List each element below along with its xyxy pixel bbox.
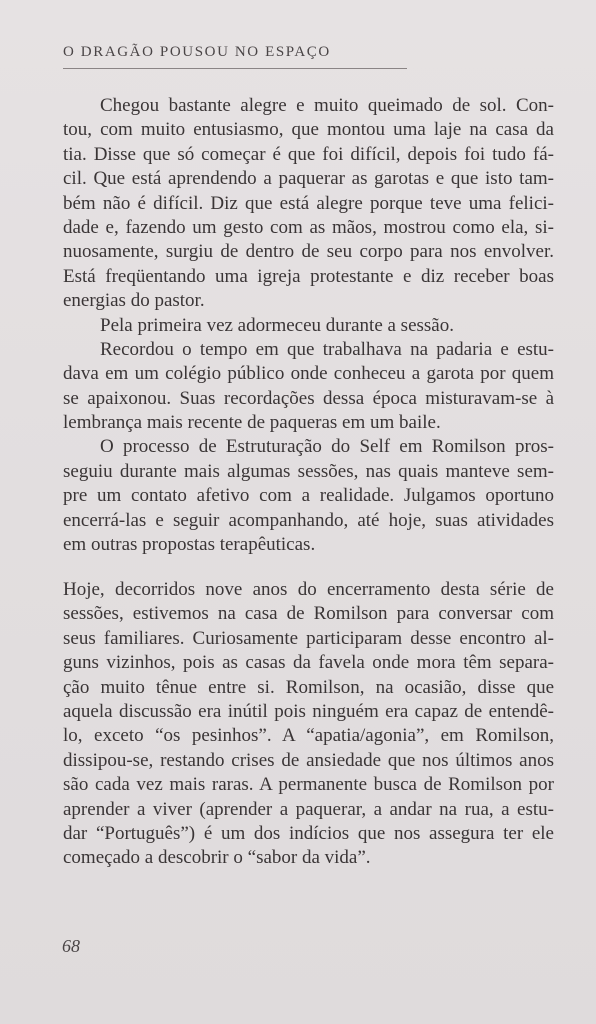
text-line: guns vizinhos, pois as casas da favela onde mora têm separa- bbox=[63, 652, 554, 674]
text-line: lembrança mais recente de paqueras em um baile. bbox=[63, 412, 441, 434]
text-line: seus familiares. Curiosamente participaram desse encontro al- bbox=[63, 627, 554, 649]
running-head-title: O DRAGÃO POUSOU NO ESPAÇO bbox=[63, 44, 331, 60]
text-line: O processo de Estruturação do Self em Romilson pros- bbox=[100, 436, 554, 458]
text-line: sessões, estivemos na casa de Romilson para conversar com bbox=[63, 603, 554, 625]
text-line: Pela primeira vez adormeceu durante a sessão. bbox=[100, 314, 454, 336]
text-line: Hoje, decorridos nove anos do encerramento desta série de bbox=[63, 579, 554, 600]
page-number: 68 bbox=[62, 936, 80, 956]
text-line: tia. Disse que só começar é que foi difícil, depois foi tudo fá- bbox=[63, 143, 554, 165]
text-line: dar “Português”) é um dos indícios que nos assegura ter ele bbox=[63, 822, 554, 844]
text-line: Está freqüentando uma igreja protestante e diz receber boas bbox=[63, 265, 554, 287]
text-line: tou, com muito entusiasmo, que montou uma laje na casa da bbox=[63, 119, 554, 141]
header-rule bbox=[63, 68, 407, 69]
text-line: dissipou-se, restando crises de ansiedade que nos últimos anos bbox=[63, 749, 554, 771]
text-line: Recordou o tempo em que trabalhava na padaria e estu- bbox=[100, 338, 554, 360]
text-line: nuosamente, surgiu de dentro de seu corpo para nos envolver. bbox=[63, 241, 554, 263]
text-line: se apaixonou. Suas recordações dessa época misturavam-se à bbox=[63, 387, 554, 409]
text-line: energias do pastor. bbox=[63, 290, 205, 312]
text-line: bém não é difícil. Diz que está alegre porque teve uma felici- bbox=[63, 192, 554, 214]
text-line: em outras propostas terapêuticas. bbox=[63, 534, 316, 556]
text-line: lo, exceto “os pesinhos”. A “apatia/agonia”, em Romilson, bbox=[63, 725, 554, 747]
text-line: cil. Que está aprendendo a paquerar as garotas e que isto tam- bbox=[63, 168, 554, 190]
text-line: aprender a viver (aprender a paquerar, a andar na rua, a estu- bbox=[63, 798, 554, 820]
text-line: pre um contato afetivo com a realidade. Julgamos oportuno bbox=[63, 485, 554, 507]
text-line: dava em um colégio público onde conheceu a garota por quem bbox=[63, 363, 554, 385]
text-block-session bbox=[63, 94, 554, 557]
text-line: encerrá-las e seguir acompanhando, até hoje, suas atividades bbox=[63, 509, 554, 531]
text-line: são cada vez mais raras. A permanente busca de Romilson por bbox=[63, 774, 554, 796]
text-line: dade e, fazendo um gesto com as mãos, mostrou como ela, si- bbox=[63, 216, 554, 238]
text-block-follow-up bbox=[63, 578, 554, 871]
text-line: aquela discussão era inútil pois ninguém era capaz de entendê- bbox=[63, 700, 554, 722]
text-line: seguiu durante mais algumas sessões, nas quais manteve sem- bbox=[63, 460, 554, 482]
text-line: Chegou bastante alegre e muito queimado de sol. Con- bbox=[100, 95, 554, 116]
text-line: ção muito tênue entre si. Romilson, na ocasião, disse que bbox=[63, 676, 554, 698]
text-line: começado a descobrir o “sabor da vida”. bbox=[63, 847, 371, 869]
